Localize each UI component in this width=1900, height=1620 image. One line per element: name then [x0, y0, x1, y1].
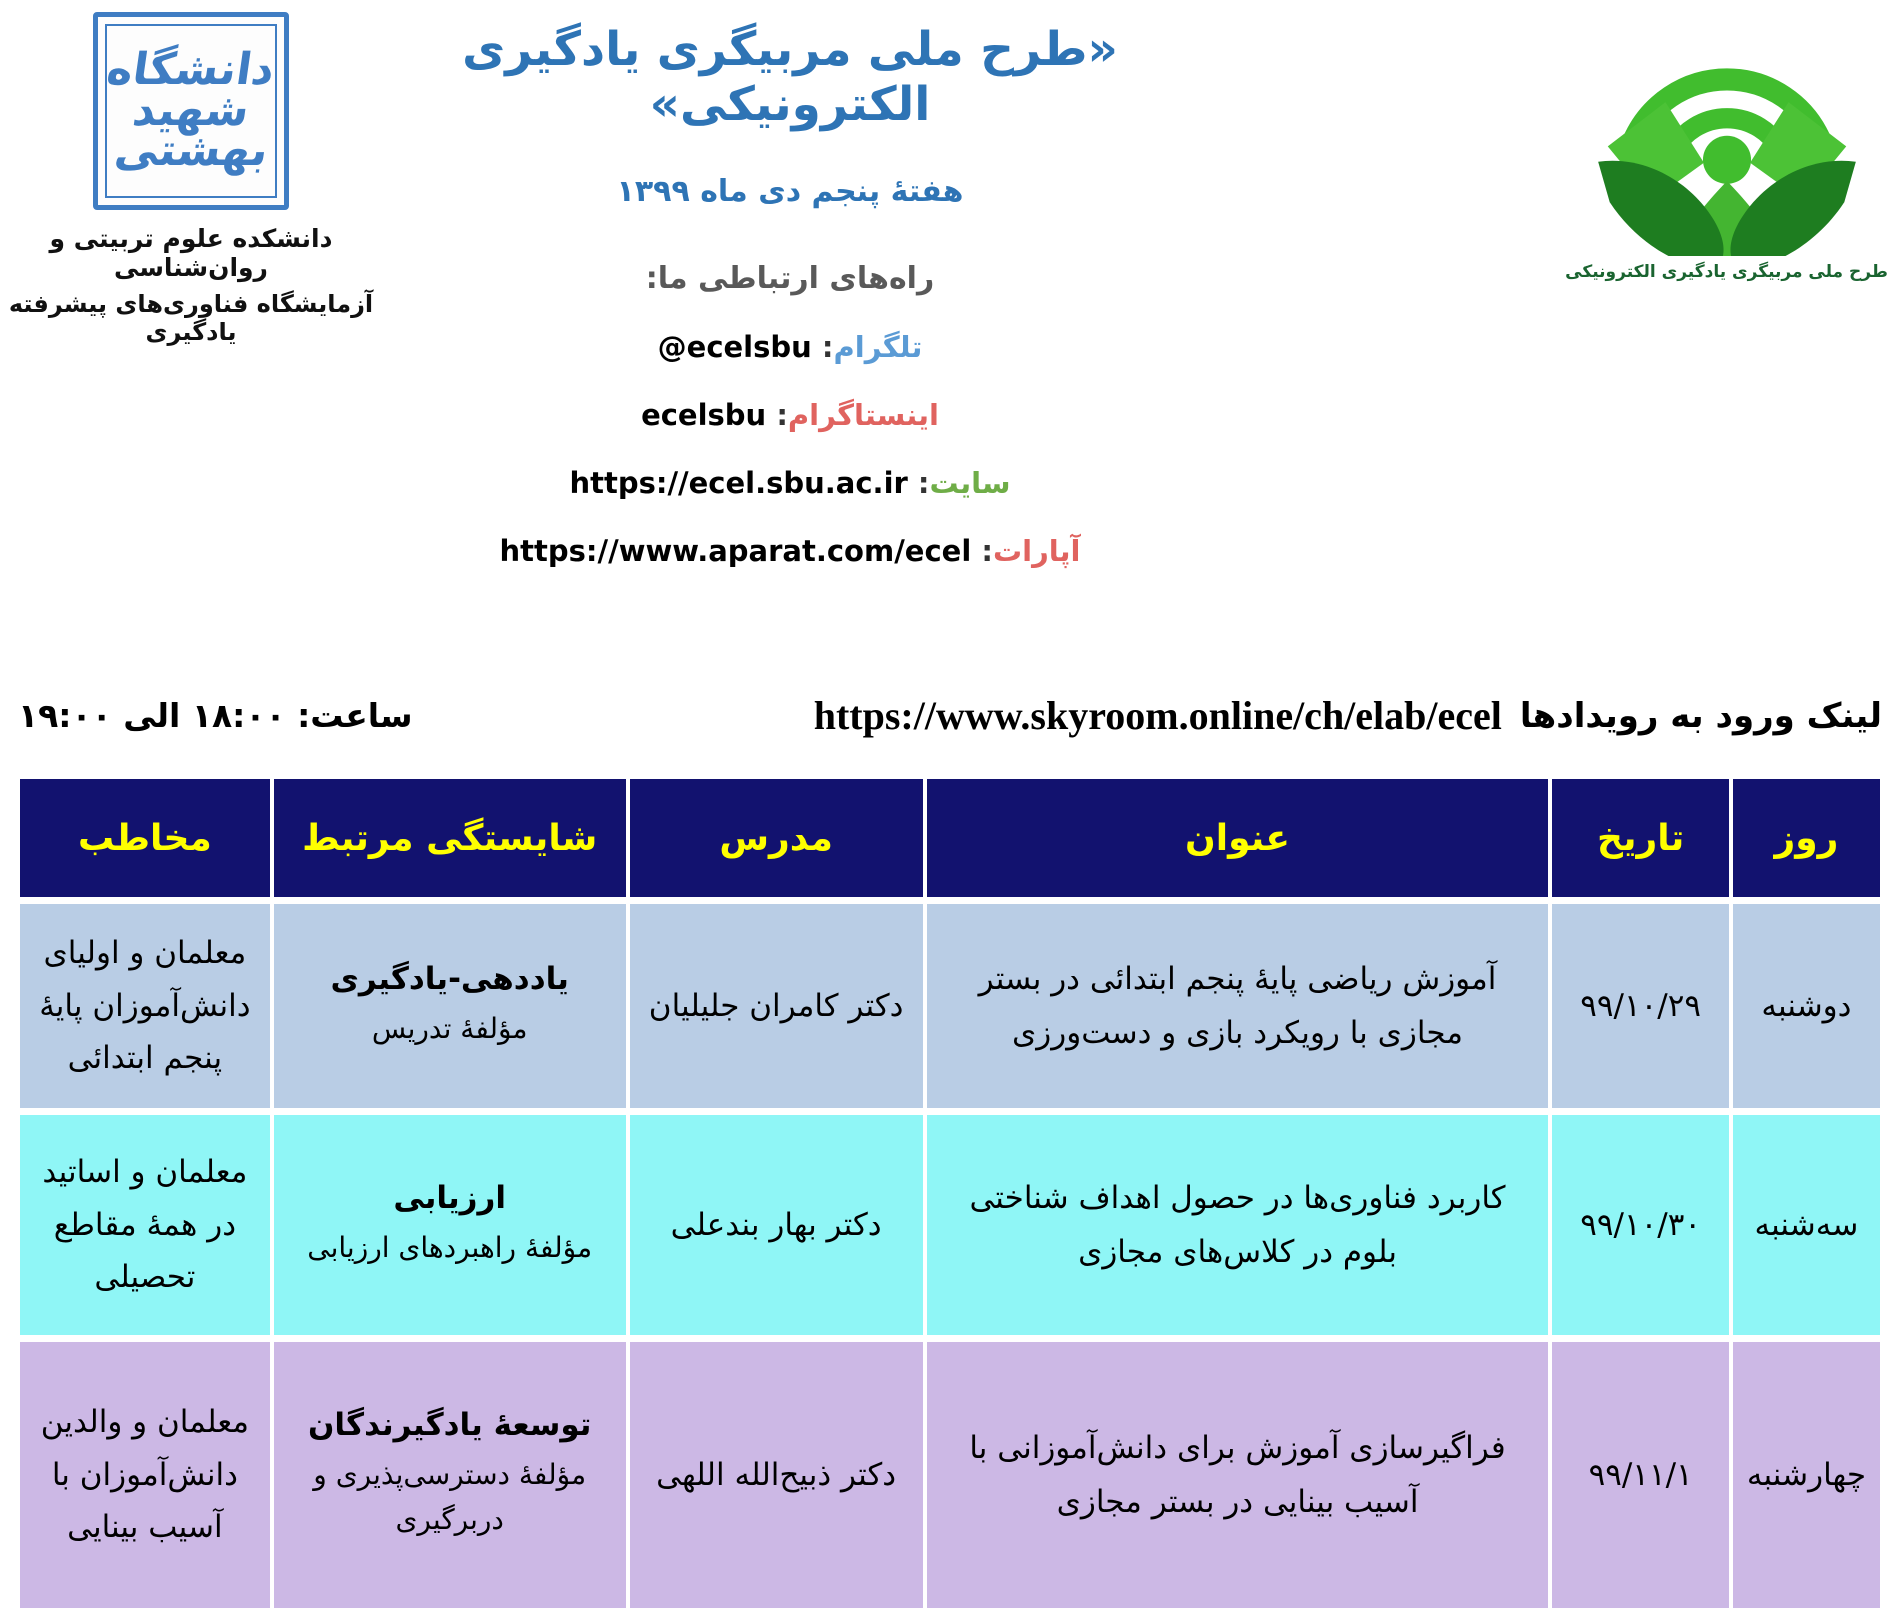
telegram-label: تلگرام	[833, 330, 923, 364]
session-title-cell: آموزش ریاضی پایهٔ پنجم ابتدائی در بستر مجازی با رویکرد بازی و دست‌ورزی	[927, 904, 1549, 1108]
contact-line-telegram	[365, 330, 1215, 364]
aparat-url[interactable]: https://www.aparat.com/ecel	[499, 534, 972, 568]
page-subtitle: هفتهٔ پنجم دی ماه ۱۳۹۹	[616, 174, 964, 209]
col-header-competency: شایستگی مرتبط	[274, 779, 626, 897]
competency-main: ارزیابی	[393, 1179, 506, 1216]
events-link-url[interactable]: https://www.skyroom.online/ch/elab/ecel	[813, 693, 1502, 738]
elearning-brand-logo-icon	[1577, 6, 1877, 256]
header-center	[365, 22, 1215, 568]
table-header-row	[20, 779, 1880, 897]
audience-cell: معلمان و اولیای دانش‌آموزان پایهٔ پنجم ابتدائی	[20, 904, 270, 1108]
audience-cell: معلمان و اساتید در همهٔ مقاطع تحصیلی	[20, 1115, 270, 1335]
lab-name: آزمایشگاه فناوری‌های پیشرفته یادگیری	[8, 290, 374, 346]
colon: :	[821, 330, 834, 364]
contact-heading: راه‌های ارتباطی ما:	[645, 261, 935, 296]
competency-sub: مؤلفهٔ راهبردهای ارزیابی	[307, 1230, 593, 1264]
competency-sub: مؤلفهٔ تدریس	[371, 1011, 528, 1045]
schedule-table-wrap	[16, 772, 1884, 1615]
university-logo-line: دانشگاه	[103, 44, 279, 96]
day-cell: سه‌شنبه	[1733, 1115, 1880, 1335]
website-url[interactable]: https://ecel.sbu.ac.ir	[569, 466, 908, 500]
contact-line-aparat	[365, 534, 1215, 568]
colon: :	[776, 398, 788, 432]
competency-cell	[274, 1342, 626, 1608]
date-cell: ۹۹/۱۰/۳۰	[1552, 1115, 1728, 1335]
brand-block	[1559, 6, 1894, 282]
competency-cell	[274, 904, 626, 1108]
instructor-cell: دکتر بهار بندعلی	[630, 1115, 923, 1335]
day-cell: چهارشنبه	[1733, 1342, 1880, 1608]
university-logo	[93, 12, 289, 210]
schedule-row-tuesday	[20, 1115, 1880, 1335]
colon: :	[981, 534, 993, 568]
audience-cell: معلمان و والدین دانش‌آموزان با آسیب بینایی	[20, 1342, 270, 1608]
brand-caption: طرح ملی مربیگری یادگیری الکترونیکی	[1565, 262, 1888, 282]
session-title-cell: فراگیرسازی آموزش برای دانش‌آموزانی با آسیب بینایی در بستر مجازی	[927, 1342, 1549, 1608]
competency-main: یاددهی-یادگیری	[330, 960, 569, 997]
page-title: «طرح ملی مربیگری یادگیری الکترونیکی»	[462, 22, 1118, 132]
schedule-row-monday	[20, 904, 1880, 1108]
contact-line-website	[365, 466, 1215, 500]
university-logo-calligraphy	[105, 24, 277, 198]
session-time: ساعت: ۱۸:۰۰ الی ۱۹:۰۰	[18, 696, 413, 735]
university-block	[6, 12, 376, 346]
date-cell: ۹۹/۱۰/۲۹	[1552, 904, 1728, 1108]
col-header-audience: مخاطب	[20, 779, 270, 897]
schedule-row-wednesday	[20, 1342, 1880, 1608]
session-title-cell: کاربرد فناوری‌ها در حصول اهداف شناختی بلوم در کلاس‌های مجازی	[927, 1115, 1549, 1335]
date-cell: ۹۹/۱۱/۱	[1552, 1342, 1728, 1608]
col-header-instructor: مدرس	[630, 779, 923, 897]
events-link-row	[0, 692, 1900, 739]
col-header-day: روز	[1733, 779, 1880, 897]
instagram-label: اینستاگرام	[787, 398, 939, 432]
instructor-cell: دکتر ذبیح‌الله اللهی	[630, 1342, 923, 1608]
competency-cell	[274, 1115, 626, 1335]
contact-line-instagram	[365, 398, 1215, 432]
col-header-date: تاریخ	[1552, 779, 1728, 897]
col-header-title: عنوان	[927, 779, 1549, 897]
university-logo-line: بهشتی	[111, 125, 272, 177]
schedule-table	[16, 772, 1884, 1615]
aparat-label: آپارات	[992, 534, 1081, 568]
instagram-handle[interactable]: ecelsbu	[641, 398, 767, 432]
faculty-name: دانشکده علوم تربیتی و روان‌شناسی	[49, 224, 333, 282]
instructor-cell: دکتر کامران جلیلیان	[630, 904, 923, 1108]
university-logo-line: شهید	[129, 84, 253, 136]
competency-sub: مؤلفهٔ دسترسی‌پذیری و دربرگیری	[313, 1458, 587, 1536]
day-cell: دوشنبه	[1733, 904, 1880, 1108]
colon: :	[917, 466, 930, 500]
telegram-handle[interactable]: @ecelsbu	[657, 330, 812, 364]
events-link-label: لینک ورود به رویدادها	[1519, 695, 1882, 736]
website-label: سایت	[929, 466, 1011, 500]
competency-main: توسعهٔ یادگیرندگان	[307, 1407, 592, 1444]
